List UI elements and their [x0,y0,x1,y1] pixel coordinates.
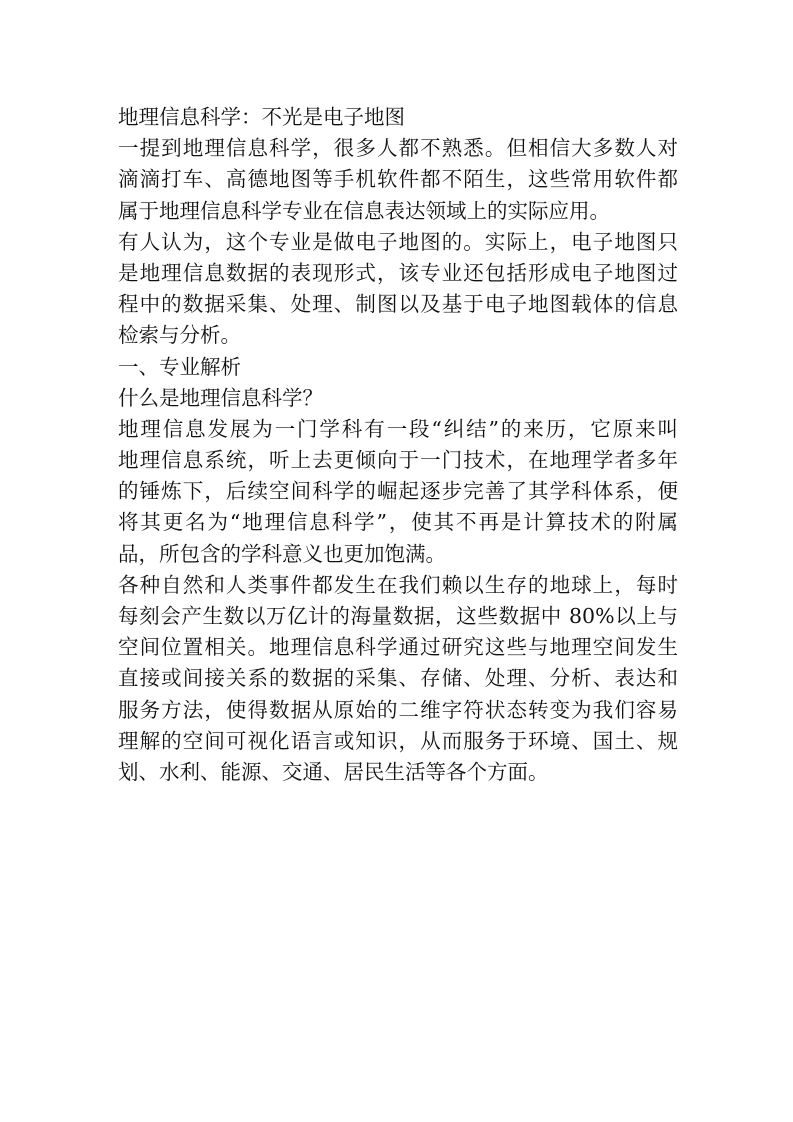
text-line: 空间位置相关。地理信息科学通过研究这些与地理空间发生 [118,635,678,660]
document-page [118,102,678,788]
paragraph-intro [118,133,678,227]
text-line: 属于地理信息科学专业在信息表达领域上的实际应用。 [118,198,610,223]
paragraph-electronic-map [118,227,678,352]
section-heading: 一、专业解析 [118,354,241,379]
subsection-heading: 什么是地理信息科学？ [118,385,323,410]
text-line: 各种自然和人类事件都发生在我们赖以生存的地球上，每时 [118,572,678,597]
text-line: 检索与分析。 [118,323,241,348]
document-title: 地理信息科学：不光是电子地图 [118,105,405,129]
text-line: 理解的空间可视化语言或知识，从而服务于环境、国土、规 [118,728,678,753]
paragraph-data [118,570,678,788]
text-line: 品，所包含的学科意义也更加饱满。 [118,541,446,566]
paragraph-history [118,414,678,570]
text-line: 直接或间接关系的数据的采集、存储、处理、分析、表达和 [118,666,678,691]
text-line: 地理信息系统，听上去更倾向于一门技术，在地理学者多年 [118,448,678,473]
text-line: 每刻会产生数以万亿计的海量数据，这些数据中 80%以上与 [118,604,678,628]
text-line: 一提到地理信息科学，很多人都不熟悉。但相信大多数人对 [118,136,678,161]
text-line: 是地理信息数据的表现形式，该专业还包括形成电子地图过 [118,260,678,285]
text-line: 划、水利、能源、交通、居民生活等各个方面。 [118,759,549,784]
text-line: 服务方法，使得数据从原始的二维字符状态转变为我们容易 [118,697,678,722]
text-line: 程中的数据采集、处理、制图以及基于电子地图载体的信息 [118,292,678,317]
text-line: 将其更名为“地理信息科学”，使其不再是计算技术的附属 [118,510,678,535]
text-line: 有人认为，这个专业是做电子地图的。实际上，电子地图只 [118,229,678,254]
text-line: 滴滴打车、高德地图等手机软件都不陌生，这些常用软件都 [118,167,678,192]
text-line: 的锤炼下，后续空间科学的崛起逐步完善了其学科体系，便 [118,479,678,504]
text-line: 地理信息发展为一门学科有一段“纠结”的来历，它原来叫 [118,416,678,441]
